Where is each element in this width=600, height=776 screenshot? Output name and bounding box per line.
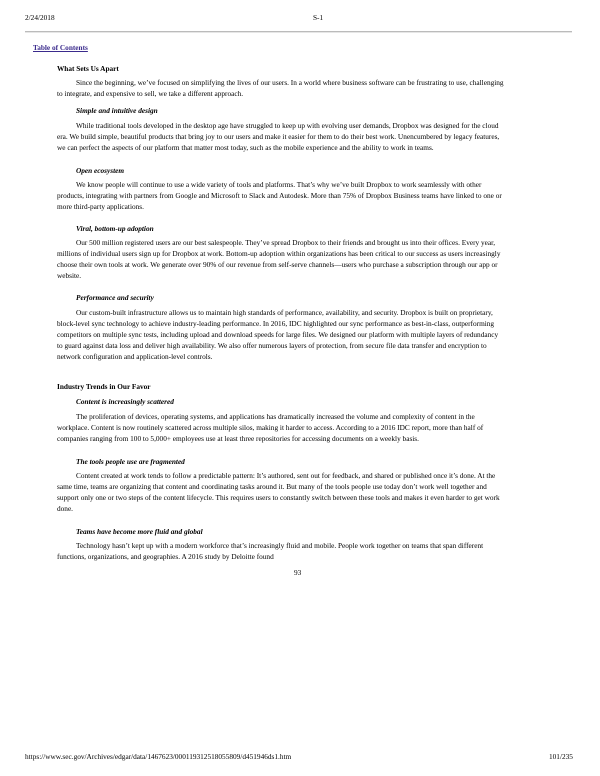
section-heading: What Sets Us Apart bbox=[57, 64, 119, 73]
paragraph bbox=[57, 411, 483, 444]
paragraph-line: Technology hasn’t kept up with a modern workforce that’s increasingly fluid and mobile. People work together on teams that span different bbox=[76, 541, 484, 550]
paragraph bbox=[57, 237, 500, 281]
header-title: S-1 bbox=[313, 13, 324, 22]
page-number: 93 bbox=[294, 568, 302, 577]
paragraph bbox=[57, 120, 499, 153]
paragraph-line: to integrate, and expensive to sell, we take a different approach. bbox=[57, 89, 244, 98]
paragraph-line: network configuration and application-level controls. bbox=[57, 352, 213, 361]
paragraph bbox=[57, 540, 483, 562]
header-date: 2/24/2018 bbox=[25, 13, 55, 22]
paragraph bbox=[57, 77, 504, 99]
paragraph-line: competitors on multiple sync tests, including upload and download speeds for large files. We designed our platform with multiple layers of redundancy bbox=[57, 330, 499, 339]
paragraph-line: Our 500 million registered users are our best salespeople. They’ve spread Dropbox to their friends and brought us into their offices. Every year, bbox=[76, 238, 496, 247]
footer-url: https://www.sec.gov/Archives/edgar/data/1467623/000119312518055809/d451946ds1.htm bbox=[25, 752, 292, 761]
paragraph bbox=[57, 179, 502, 212]
paragraph-line: Our custom-built infrastructure allows us to maintain high standards of performance, availability, and security. Dropbox is built on proprietary, bbox=[76, 308, 493, 317]
paragraph-line: We know people will continue to use a wide variety of tools and platforms. That’s why we’ve built Dropbox to work seamlessly with other bbox=[76, 180, 482, 189]
subsection-heading: Viral, bottom-up adoption bbox=[76, 224, 154, 233]
table-of-contents-link[interactable]: Table of Contents bbox=[33, 43, 88, 52]
paragraph-line: millions of individual users sign up for Dropbox at work. Bottom-up adoption within organizations has been critical to our success as users increasingly bbox=[57, 249, 501, 258]
subsection-heading: Content is increasingly scattered bbox=[76, 397, 174, 406]
footer-page-count: 101/235 bbox=[549, 752, 573, 761]
section-heading: Industry Trends in Our Favor bbox=[57, 382, 151, 391]
subsection-heading: The tools people use are fragmented bbox=[76, 457, 185, 466]
subsection-heading: Open ecosystem bbox=[76, 166, 125, 175]
paragraph-line: choose their own tools at work. We generate over 90% of our revenue from self-serve channels—users who purchase a subscription through our app or bbox=[57, 260, 498, 269]
paragraph-line: Content created at work tends to follow a predictable pattern: It’s authored, sent out for feedback, and shared or published once it’s done. At the bbox=[76, 471, 496, 480]
paragraph-line: same time, teams are organizing that content and coordinating tasks around it. But many of the tools people use today don’t work well together and bbox=[57, 482, 487, 491]
paragraph-line: more third-party applications. bbox=[57, 202, 144, 211]
paragraph-line: workplace. Content is now routinely scattered across multiple silos, making it harder to access. According to a 2016 IDC report, more than half of bbox=[57, 423, 484, 432]
paragraph-line: done. bbox=[57, 504, 74, 513]
paragraph-line: companies ranging from 100 to 5,000+ employees use at least three repositories for accessing documents on a weekly basis. bbox=[57, 434, 419, 443]
paragraph-line: to guard against data loss and deliver high availability. We also offer numerous layers of protection, from secure file data transfer and encryption to bbox=[57, 341, 487, 350]
paragraph-line: we can perfect the aspects of our platform that matter most today, such as the mobile experience and the ability to work in teams. bbox=[57, 143, 434, 152]
paragraph-line: era. We build simple, beautiful products that bring joy to our users and make it easier for them to do their best work. Unencumbered by legacy features, bbox=[57, 132, 500, 141]
paragraph-line: products, integrating with partners from Google and Microsoft to Slack and Autodesk. More than 75% of Dropbox Business teams have linked to one or bbox=[57, 191, 502, 200]
paragraph-line: support only one or two steps of the content lifecycle. This requires users to constantly switch between these tools and makes it even harder to get work bbox=[57, 493, 500, 502]
header-divider bbox=[25, 31, 572, 33]
subsection-heading: Simple and intuitive design bbox=[76, 106, 158, 115]
paragraph-line: functions, organizations, and geographies. A 2016 study by Deloitte found bbox=[57, 552, 274, 561]
paragraph-line: website. bbox=[57, 271, 82, 280]
paragraph-line: block-level sync technology to achieve industry-leading performance. In 2016, IDC highlighted our sync performance as best-in-class, outperforming bbox=[57, 319, 495, 328]
paragraph bbox=[57, 307, 498, 362]
paragraph bbox=[57, 470, 500, 514]
paragraph-line: While traditional tools developed in the desktop age have struggled to keep up with evolving user demands, Dropbox was designed for the cloud bbox=[76, 121, 499, 130]
subsection-heading: Performance and security bbox=[76, 293, 154, 302]
subsection-heading: Teams have become more fluid and global bbox=[76, 527, 203, 536]
paragraph-line: Since the beginning, we’ve focused on simplifying the lives of our users. In a world where business software can be frustrating to use, challenging bbox=[76, 78, 504, 87]
paragraph-line: The proliferation of devices, operating systems, and applications has dramatically increased the volume and complexity of content in the bbox=[76, 412, 475, 421]
